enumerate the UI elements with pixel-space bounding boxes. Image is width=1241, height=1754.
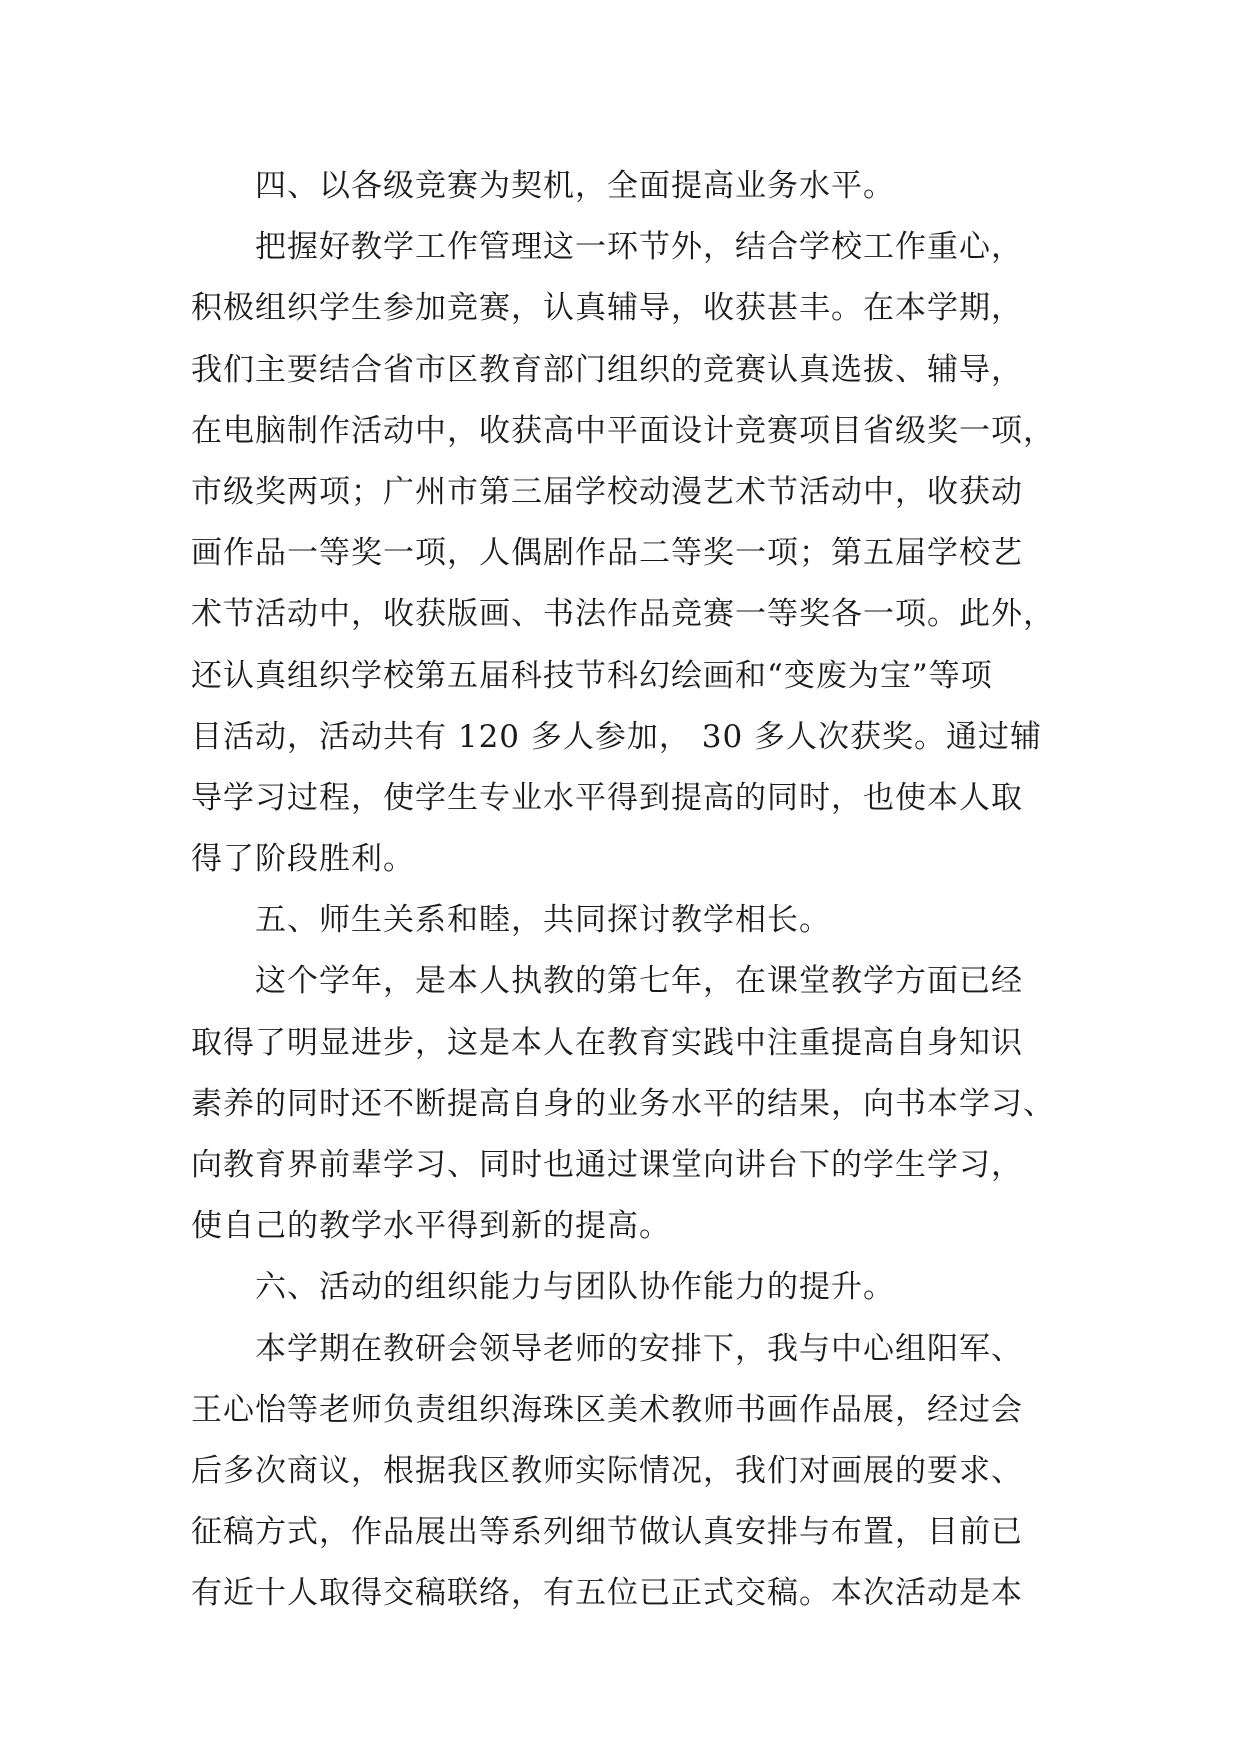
- paragraph-line: 本学期在教研会领导老师的安排下，我与中心组阳军、: [255, 1330, 1023, 1367]
- section-heading-6: 六、活动的组织能力与团队协作能力的提升。: [255, 1269, 895, 1306]
- paragraph-line: 术节活动中，收获版画、书法作品竞赛一等奖各一项。此外，: [191, 596, 1055, 633]
- section-heading-4: 四、以各级竞赛为契机，全面提高业务水平。: [255, 168, 895, 204]
- paragraph-line: 画作品一等奖一项，人偶剧作品二等奖一项；第五届学校艺: [191, 535, 1023, 572]
- paragraph-line: 目活动，活动共有 120 多人参加， 30 多人次获奖。通过辅: [191, 718, 1043, 755]
- paragraph-line: 王心怡等老师负责组织海珠区美术教师书画作品展，经过会: [191, 1391, 1023, 1428]
- paragraph-line: 征稿方式，作品展出等系列细节做认真安排与布置，目前已: [191, 1514, 1023, 1551]
- paragraph-line: 还认真组织学校第五届科技节科幻绘画和“变废为宝”等项: [191, 657, 993, 694]
- paragraph-line: 取得了明显进步，这是本人在教育实践中注重提高自身知识: [191, 1024, 1023, 1061]
- section-heading-5: 五、师生关系和睦，共同探讨教学相长。: [255, 902, 831, 939]
- paragraph-line: 后多次商议，根据我区教师实际情况，我们对画展的要求、: [191, 1452, 1023, 1489]
- paragraph-line: 有近十人取得交稿联络，有五位已正式交稿。本次活动是本: [191, 1575, 1023, 1612]
- paragraph-line: 得了阶段胜利。: [191, 841, 415, 878]
- paragraph-line: 积极组织学生参加竞赛，认真辅导，收获甚丰。在本学期，: [191, 290, 1023, 327]
- paragraph-line: 这个学年，是本人执教的第七年，在课堂教学方面已经: [255, 963, 1023, 1000]
- paragraph-line: 素养的同时还不断提高自身的业务水平的结果，向书本学习、: [191, 1085, 1055, 1122]
- document-body: [191, 156, 1071, 1625]
- paragraph-line: 我们主要结合省市区教育部门组织的竞赛认真选拔、辅导，: [191, 351, 1023, 388]
- paragraph-line: 向教育界前辈学习、同时也通过课堂向讲台下的学生学习，: [191, 1147, 1023, 1183]
- paragraph-line: 市级奖两项；广州市第三届学校动漫艺术节活动中，收获动: [191, 473, 1023, 510]
- paragraph-line: 导学习过程，使学生专业水平得到提高的同时，也使本人取: [191, 779, 1023, 816]
- paragraph-line: 使自己的教学水平得到新的提高。: [191, 1208, 671, 1245]
- paragraph-line: 在电脑制作活动中，收获高中平面设计竞赛项目省级奖一项，: [191, 412, 1055, 449]
- paragraph-line: 把握好教学工作管理这一环节外，结合学校工作重心，: [255, 229, 1023, 266]
